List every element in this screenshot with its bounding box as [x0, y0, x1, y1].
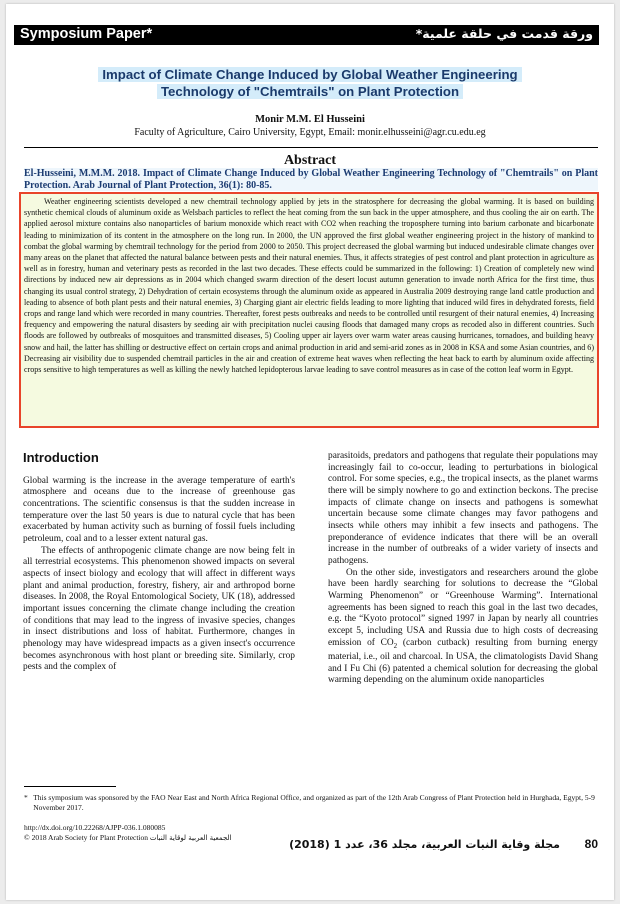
title-line-1: Impact of Climate Change Induced by Global Weather Engineering — [98, 67, 521, 82]
title-line-2: Technology of "Chemtrails" on Plant Protection — [157, 84, 463, 99]
footnote-divider — [24, 786, 116, 787]
copyright-arabic: الجمعية العربية لوقاية النبات — [149, 834, 232, 842]
header-arabic-label: ورقة قدمت في حلقة علمية* — [415, 26, 593, 41]
paper-title — [94, 66, 526, 100]
footnote-star: * — [24, 793, 28, 802]
copyright-text: © 2018 Arab Society for Plant Protection — [24, 833, 149, 842]
intro-paragraph-4 — [328, 568, 598, 687]
footnote — [24, 793, 598, 812]
page-number: 80 — [584, 837, 598, 851]
co2-subscript: 2 — [393, 641, 398, 650]
intro-paragraph-3: parasitoids, predators and pathogens that regulate their populations may increasingly fail to co-occur, leading to perturbations in biological control. For some species, e.g., the tropical insects, as the planet warms there will be simply nowhere to go and extinction beckons. The precise impacts of climate change on insects and pathogens is somewhat uncertain because some climate changes may favor pathogens and insects while others may inhibit a few insects and pathogens. The preponderance of evidence indicates that there will be an overall increase in the number of outbreaks of a wider variety of insects and pathogens. — [328, 451, 598, 566]
introduction-heading: Introduction — [23, 450, 99, 465]
journal-footer-arabic: مجلة وقاية النبات العربية، مجلد 36، عدد 1 (2018) — [289, 838, 560, 851]
abstract-highlight-box — [19, 192, 599, 428]
author-name: Monir M.M. El Husseini — [255, 114, 365, 125]
doi-link[interactable]: http://dx.doi.org/10.22268/AJPP-036.1.080085 — [24, 823, 166, 832]
abstract-citation: El-Husseini, M.M.M. 2018. Impact of Climate Change Induced by Global Weather Engineering Technology of "Chemtrails" on Plant Protection. Arab Journal of Plant Protection, 36(1): 80-85. — [24, 168, 598, 191]
doi-block — [24, 823, 232, 843]
intro-paragraph-4-part-b: (carbon cutback) resulting from burning energy material, i.e., oil and charcoal. In USA, the climatologists David Shang and I Fu Chi (6) patented a chemical solution for decreasing the global warming depending on the aluminum oxide nanoparticles — [328, 637, 598, 686]
left-column — [23, 452, 295, 674]
intro-paragraph-2: The effects of anthropogenic climate change are now being felt in all terrestrial ecosystems. This phenomenon showed impacts on several aspects of insect biology and ecology that will affect in different ways plant and animal production, forestry, fishery, air and arthropod borne diseases. In 2008, the Royal Entomological Society, UK (18), addressed important issues concerning the climate change including the creation of conditions that may lead to the ingress of invasive species, changes in insect distributions and loss of habitat. Furthermore, changes in phenology may have widespread impacts as a given insect's occurrence becomes asynchronous with host plant or breeding site. Similarly, crop pests and the complex of — [23, 545, 295, 673]
abstract-heading: Abstract — [283, 153, 337, 168]
abstract-body: Weather engineering scientists developed a new chemtrail technology applied by jets in the stratosphere for decreasing the global warming. It is based on building synthetic chemical clouds of aluminum oxide as Welsbach particles to reflect the heat coming from the sun back in the upper atmosphere, and thus cooling the air on earth. The applied aerosol mixture contains also nanoparticles of barium monoxide which react with CO2 when reaching the troposphere turning into barium carbonate and bicarbonate leading to minimization of its content in the atmosphere on the long run. In 2000, the UN approved the first global weather engineering project in the history of mankind to combat the global warming by chemtrail technology for the period from 2000 to 2050. This project decreased the global warming but induced undesirable climate changes over many areas on the planet that affected the natural balance between pests and their natural enemies. Thus, it affects strategies of pest control and plant protection in agriculture as well as in forestry, human and veterinary pests as recorded in the last two decades. These effects could be summarized in the following: 1) Creation of completely new wind directions by induced new air depressions as in 2004 which changed swarm direction of the desert locust autumn generation to invade north Africa for the first time, thus changing its usual control strategy, 2) Dehydration of certain ecosystems through the aluminum oxide as appeared in Australia 2009 destroying range land cattle production and leading to absence of both plant pests and their natural enemies, 3) Charging giant air electric fields leading to more lighting that induced wild fires in dehydrated forests, field crops and range land which were recorded in many countries. Thereafter, forest pests outbreaks and needs to be controlled until resurgent of their natural enemies, 4) Increasing frequency and empowering the natural disasters by seeding air with precipitation nuclei causing floods that damaged many crops as recoded also in different countries. Such floods are followed by outbreaks of mosquitoes and transmitted diseases, 5) Cooling upper air layers over warm water areas causing hurricanes, tornadoes, and building heavy snow and hail, the latter has shilling or destructive effect on certain crops and animal production in arid and semi-arid zones as in 2008 in KSA and some Asian countries, and 6) Decreasing air visibility due to suspended chemtrail particles in the air and creation of extreme heat waves when reflecting the heat back to earth by aluminum oxide affecting crops sensitive to high temperatures as well as killing the newly hatched lepidopterous larvae leading to save control measures as in case of the cotton leaf worm in Egypt. — [24, 197, 594, 375]
title-divider — [24, 147, 598, 148]
header-label: Symposium Paper* — [20, 26, 153, 42]
symposium-header-bar — [14, 25, 599, 45]
author-affiliation: Faculty of Agriculture, Cairo University, Egypt, Email: monir.elhusseini@agr.cu.edu.eg — [134, 127, 486, 138]
right-column — [328, 451, 598, 687]
intro-paragraph-1: Global warming is the increase in the average temperature of earth's atmosphere and oceans due to the increase of greenhouse gas concentrations. The scientific consensus is that the sudden increase in temperature over the last 50 years is due to natural cycle that has been exacerbated by human activity such as burning of fossil fuels including petroleum, coal and to a lesser extent natural gas. — [23, 475, 295, 544]
intro-paragraph-4-part-a: On the other side, investigators and researchers around the globe have been hardly searching for solutions to decrease the “Global Warming Phenomenon” or “Greenhouse Warming”. International agreements has been signed to reach this goal in the last two decades, e.g. the “Kyoto protocol” signed 1997 in Japan by nearly all countries except 5, including USA and Russia due to high costs of decreasing emission of CO — [328, 567, 598, 648]
footnote-text: This symposium was sponsored by the FAO Near East and North Africa Regional Office, and organized as part of the 12th Arab Congress of Plant Protection held in Hurghada, Egypt, 5-9 November 2017. — [33, 793, 595, 812]
